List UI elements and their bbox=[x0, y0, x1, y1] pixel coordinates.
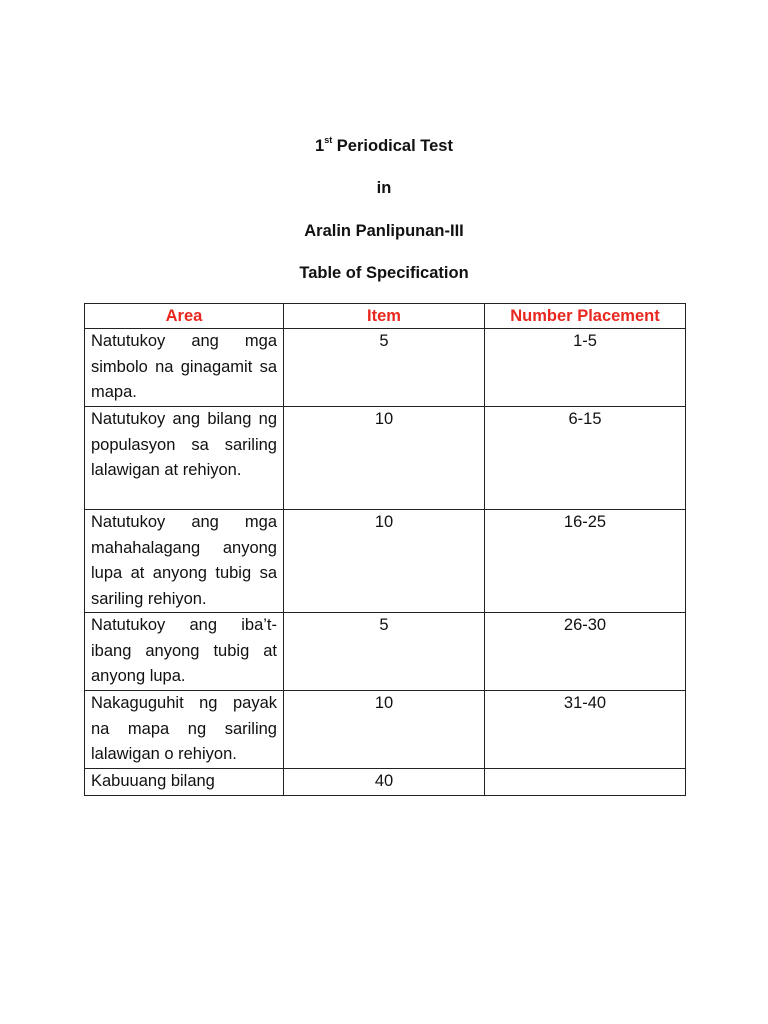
specification-table bbox=[84, 303, 686, 796]
subject-title: Aralin Panlipunan-III bbox=[304, 222, 464, 240]
item-cell: 5 bbox=[284, 329, 485, 407]
title-rest: Periodical Test bbox=[332, 137, 453, 155]
total-placement-cell bbox=[485, 769, 686, 796]
table-row bbox=[85, 613, 686, 691]
item-cell: 10 bbox=[284, 407, 485, 510]
title-superscript: st bbox=[324, 134, 333, 145]
table-subtitle: Table of Specification bbox=[299, 264, 469, 282]
header-item: Item bbox=[284, 304, 485, 329]
title-number: 1 bbox=[315, 137, 325, 155]
table-row bbox=[85, 510, 686, 613]
title-connector: in bbox=[376, 179, 392, 197]
placement-cell: 31-40 bbox=[485, 691, 686, 769]
header-number-placement: Number Placement bbox=[485, 304, 686, 329]
area-cell: Natutukoy ang bilang ng populasyon sa sariling lalawigan at rehiyon. bbox=[85, 407, 284, 510]
area-cell: Natutukoy ang mga mahahalagang anyong lupa at anyong tubig sa sariling rehiyon. bbox=[85, 510, 284, 613]
test-title bbox=[0, 136, 768, 156]
area-cell: Natutukoy ang mga simbolo na ginagamit sa mapa. bbox=[85, 329, 284, 407]
placement-cell: 1-5 bbox=[485, 329, 686, 407]
table-row bbox=[85, 691, 686, 769]
table-row bbox=[85, 407, 686, 510]
total-label-cell: Kabuuang bilang bbox=[85, 769, 284, 796]
area-cell: Natutukoy ang iba’t-ibang anyong tubig at anyong lupa. bbox=[85, 613, 284, 691]
header-area: Area bbox=[85, 304, 284, 329]
item-cell: 5 bbox=[284, 613, 485, 691]
item-cell: 10 bbox=[284, 510, 485, 613]
item-cell: 10 bbox=[284, 691, 485, 769]
placement-cell: 6-15 bbox=[485, 407, 686, 510]
area-cell: Nakaguguhit ng payak na mapa ng sariling lalawigan o rehiyon. bbox=[85, 691, 284, 769]
table-header-row bbox=[85, 304, 686, 329]
total-row bbox=[85, 769, 686, 796]
total-item-cell: 40 bbox=[284, 769, 485, 796]
placement-cell: 26-30 bbox=[485, 613, 686, 691]
table-row bbox=[85, 329, 686, 407]
placement-cell: 16-25 bbox=[485, 510, 686, 613]
